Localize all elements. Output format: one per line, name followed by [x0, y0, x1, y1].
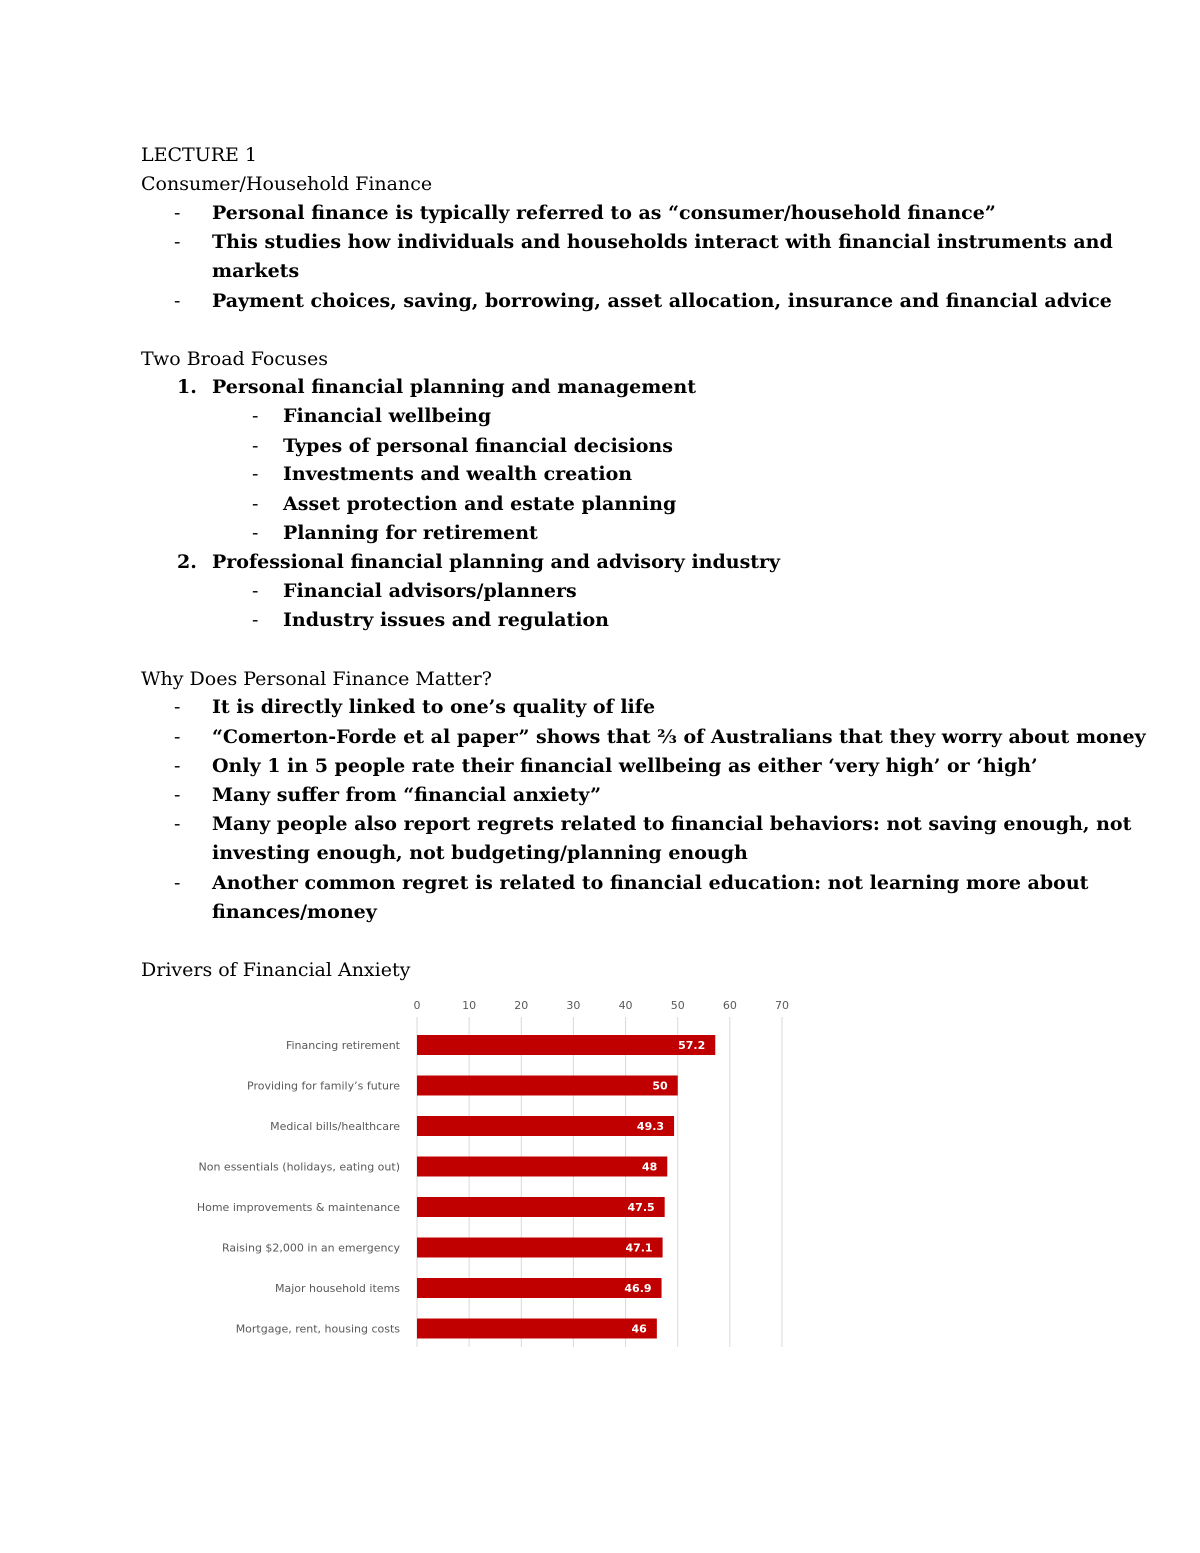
bullet-dash: -	[174, 726, 181, 748]
category-label: Providing for family’s future	[247, 1079, 400, 1093]
bullet-dash: -	[174, 202, 181, 224]
list-item: Personal financial planning and management	[212, 376, 696, 398]
bar	[417, 1076, 678, 1096]
sub-bullet-dash: -	[252, 493, 259, 515]
x-tick-label: 40	[618, 999, 633, 1012]
bullet-dash: -	[174, 696, 181, 718]
x-tick-label: 70	[775, 999, 789, 1012]
x-tick-label: 60	[722, 999, 737, 1012]
sub-bullet-dash: -	[252, 580, 259, 602]
x-tick-label: 30	[566, 999, 581, 1012]
data-label: 46	[631, 1322, 647, 1336]
bullet-dash: -	[174, 872, 181, 894]
bullet-text-continued: markets	[212, 260, 300, 282]
bar	[417, 1116, 674, 1136]
bullet-text: “Comerton-Forde et al paper” shows that ⅔ of Australians that they worry about money	[212, 726, 1146, 748]
sub-bullet-dash: -	[252, 405, 259, 427]
sub-bullet-text: Financial advisors/planners	[283, 580, 577, 602]
section-heading-drivers-of-financial-anxiety: Drivers of Financial Anxiety	[141, 959, 411, 981]
bullet-text-continued: investing enough, not budgeting/planning enough	[212, 842, 748, 864]
bullet-text: Only 1 in 5 people rate their financial wellbeing as either ‘very high’ or ‘high’	[212, 755, 1038, 777]
x-tick-label: 10	[462, 999, 477, 1012]
bullet-dash: -	[174, 813, 181, 835]
sub-bullet-text: Planning for retirement	[283, 522, 538, 544]
section-heading-household-finance: Consumer/Household Finance	[141, 173, 433, 195]
bar	[417, 1035, 715, 1055]
bullet-text: Many people also report regrets related to financial behaviors: not saving enough, not	[212, 813, 1132, 835]
bullet-text: Personal finance is typically referred to as “consumer/household finance”	[212, 202, 996, 224]
data-label: 48	[641, 1160, 658, 1174]
category-label: Mortgage, rent, housing costs	[235, 1322, 400, 1336]
sub-bullet-text: Asset protection and estate planning	[283, 493, 677, 515]
sub-bullet-dash: -	[252, 522, 259, 544]
bullet-dash: -	[174, 755, 181, 777]
bullet-dash: -	[174, 784, 181, 806]
data-label: 47.1	[625, 1241, 653, 1255]
sub-bullet-text: Investments and wealth creation	[283, 463, 633, 485]
category-label: Major household items	[274, 1282, 400, 1295]
sub-bullet-text: Financial wellbeing	[283, 405, 492, 427]
bullet-dash: -	[174, 290, 181, 312]
bullet-dash: -	[174, 231, 181, 253]
section-heading-two-broad-focuses: Two Broad Focuses	[141, 348, 328, 370]
category-label: Home improvements & maintenance	[196, 1201, 400, 1214]
category-label: Raising $2,000 in an emergency	[221, 1241, 400, 1255]
data-label: 49.3	[636, 1120, 665, 1133]
data-label: 46.9	[624, 1282, 652, 1295]
bullet-text-continued: finances/money	[212, 901, 377, 923]
sub-bullet-text: Types of personal financial decisions	[283, 435, 673, 457]
bar	[417, 1319, 657, 1339]
bullet-text: Payment choices, saving, borrowing, asset allocation, insurance and financial advice	[212, 290, 1112, 312]
data-label: 47.5	[627, 1201, 655, 1214]
list-item: Professional financial planning and advisory industry	[212, 551, 781, 573]
sub-bullet-dash: -	[252, 435, 259, 457]
list-number: 2.	[177, 551, 197, 573]
bullet-text: Another common regret is related to financial education: not learning more about	[212, 872, 1089, 894]
data-label: 50	[652, 1079, 668, 1093]
sub-bullet-text: Industry issues and regulation	[283, 609, 609, 631]
sub-bullet-dash: -	[252, 463, 259, 485]
data-label: 57.2	[678, 1039, 706, 1052]
financial-anxiety-bar-chart	[150, 995, 810, 1355]
x-tick-label: 0	[413, 999, 421, 1012]
section-heading-why-personal-finance: Why Does Personal Finance Matter?	[141, 668, 492, 690]
bullet-text: It is directly linked to one’s quality of life	[212, 696, 656, 718]
bar	[417, 1157, 667, 1177]
bullet-text: This studies how individuals and households interact with financial instruments and	[212, 231, 1113, 253]
x-tick-label: 50	[670, 999, 685, 1012]
x-tick-label: 20	[514, 999, 529, 1012]
category-label: Medical bills/healthcare	[270, 1120, 400, 1133]
bullet-text: Many suffer from “financial anxiety”	[212, 784, 602, 806]
list-number: 1.	[177, 376, 197, 398]
category-label: Non essentials (holidays, eating out)	[198, 1160, 400, 1174]
category-label: Financing retirement	[285, 1039, 400, 1052]
sub-bullet-dash: -	[252, 609, 259, 631]
lecture-title: LECTURE 1	[141, 144, 258, 166]
